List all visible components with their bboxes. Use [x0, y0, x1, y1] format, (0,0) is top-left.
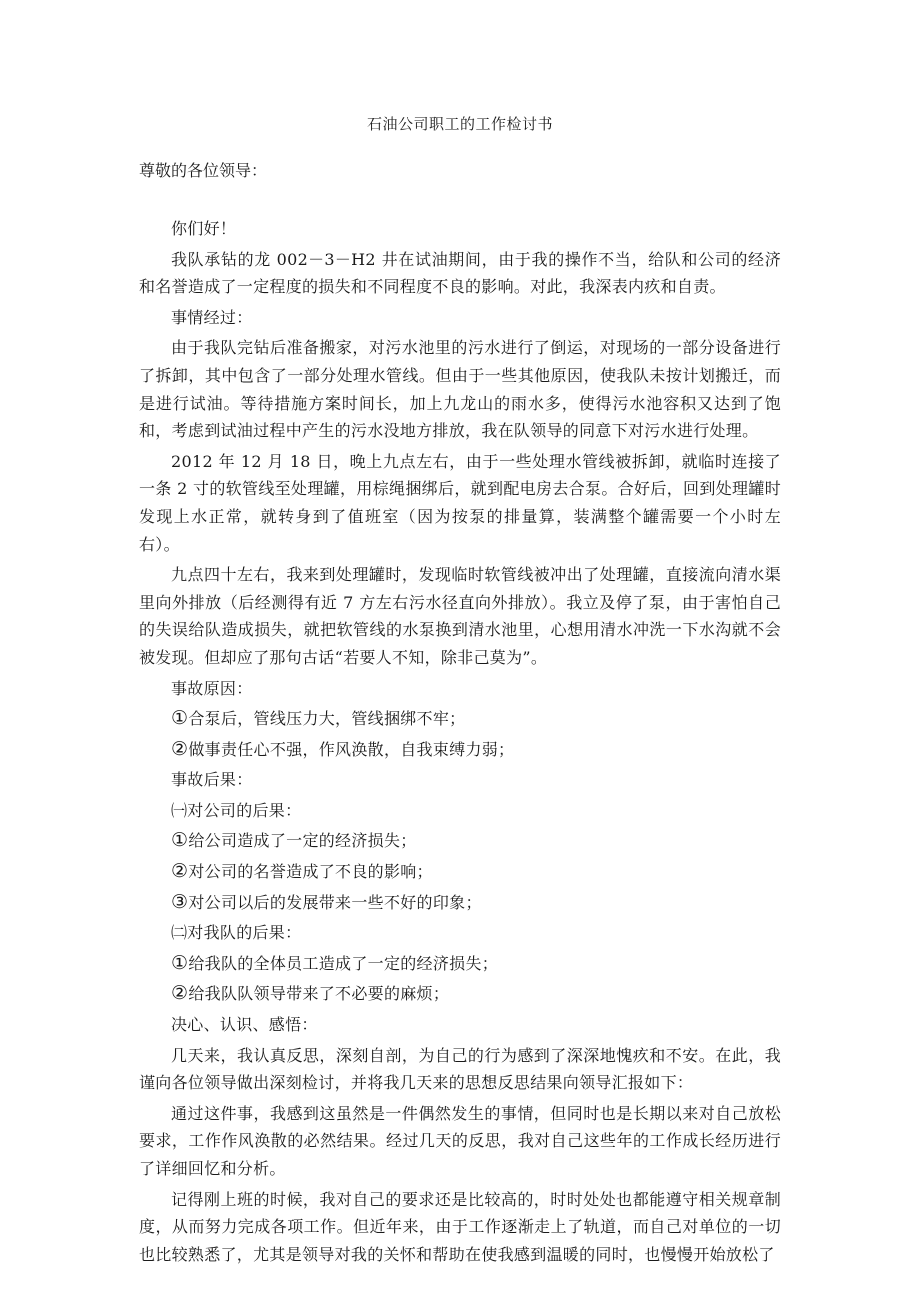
cause-item: [139, 736, 781, 764]
salutation: 尊敬的各位领导：: [139, 161, 268, 180]
list-marker: ①: [171, 829, 189, 852]
events-paragraph-2: 2012 年 12 月 18 日，晚上九点左右，由于一些处理水管线被拆卸，就临时连接了一条 2 寸的软管线至处理罐，用棕绳捆绑后，就到配电房去合泵。合好后，回到处理罐时发现上水正常，就转身到了值班室（因为按泵的排量算，装满整个罐需要一个小时左右）。: [139, 451, 781, 554]
list-marker: ①: [171, 707, 189, 730]
events-paragraph-3: 九点四十左右，我来到处理罐时，发现临时软管线被冲出了处理罐，直接流向清水渠里向外排放（后经测得有近 7 方左右污水径直向外排放）。我立及停了泵，由于害怕自己的失误给队造成损失，就把软管线的水泵换到清水池里，心想用清水冲洗一下水沟就不会被发现。但却应了那句古话“若要人不知，除非己莫为”。: [139, 565, 781, 667]
list-item-text: 给我队队领导带来了不必要的麻烦；: [188, 984, 450, 1004]
team-consequence-item: [139, 950, 781, 978]
events-paragraph-1: 由于我队完钻后准备搬家，对污水池里的污水进行了倒运，对现场的一部分设备进行了拆卸，其中包含了一部分处理水管线。但由于一些其他原因，使我队未按计划搬迁，而是进行试油。等待措施方案时间长，加上九龙山的雨水多，使得污水池容积又达到了饱和，考虑到试油过程中产生的污水没地方排放，我在队领导的同意下对污水进行处理。: [139, 338, 781, 441]
company-consequence-item: [139, 889, 781, 917]
section-heading-events: 事情经过：: [171, 307, 253, 327]
list-item-text: 合泵后，管线压力大，管线捆绑不牢；: [188, 709, 466, 729]
reflection-paragraph-2: 通过这件事，我感到这虽然是一件偶然发生的事情，但同时也是长期以来对自己放松要求，工作作风涣散的必然结果。经过几天的反思，我对自己这些年的工作成长经历进行了详细回忆和分析。: [139, 1103, 781, 1178]
list-item-text: 给公司造成了一定的经济损失；: [188, 831, 417, 851]
subheading-company: ㈠对公司的后果：: [171, 800, 302, 820]
section-heading-reflection: 决心、认识、感悟：: [171, 1015, 318, 1035]
reflection-paragraph-1: 几天来，我认真反思，深刻自剖，为自己的行为感到了深深地愧疚和不安。在此，我谨向各位领导做出深刻检讨，并将我几天来的思想反思结果向领导汇报如下：: [139, 1045, 781, 1093]
reflection-paragraph-3: 记得刚上班的时候，我对自己的要求还是比较高的，时时处处也都能遵守相关规章制度，从而努力完成各项工作。但近年来，由于工作逐渐走上了轨道，而自己对单位的一切也比较熟悉了，尤其是领导对我的关怀和帮助在使我感到温暖的同时，也慢慢开始放松了: [139, 1189, 781, 1264]
section-heading-causes: 事故原因：: [171, 678, 253, 698]
document-page: [139, 113, 781, 1271]
list-item-text: 对公司的名誉造成了不良的影响；: [188, 862, 433, 882]
subheading-team: ㈡对我队的后果：: [171, 923, 302, 943]
list-marker: ②: [171, 860, 189, 883]
section-heading-consequences: 事故后果：: [171, 770, 253, 790]
list-item-text: 做事责任心不强，作风涣散，自我束缚力弱；: [188, 739, 515, 759]
list-marker: ①: [171, 951, 189, 974]
document-title: 石油公司职工的工作检讨书: [366, 115, 553, 133]
greeting-paragraph: 你们好！: [171, 219, 237, 238]
intro-paragraph: 我队承钻的龙 002－3－H2 井在试油期间，由于我的操作不当，给队和公司的经济和名誉造成了一定程度的损失和不同程度不良的影响。对此，我深表内疚和自责。: [139, 249, 781, 297]
list-marker: ②: [171, 982, 189, 1005]
list-item-text: 对公司以后的发展带来一些不好的印象；: [188, 892, 482, 912]
cause-item: [139, 705, 781, 733]
list-marker: ③: [171, 890, 189, 913]
team-consequence-item: [139, 980, 781, 1008]
company-consequence-item: [139, 827, 781, 855]
company-consequence-item: [139, 858, 781, 886]
list-marker: ②: [171, 737, 189, 760]
list-item-text: 给我队的全体员工造成了一定的经济损失；: [188, 953, 499, 973]
